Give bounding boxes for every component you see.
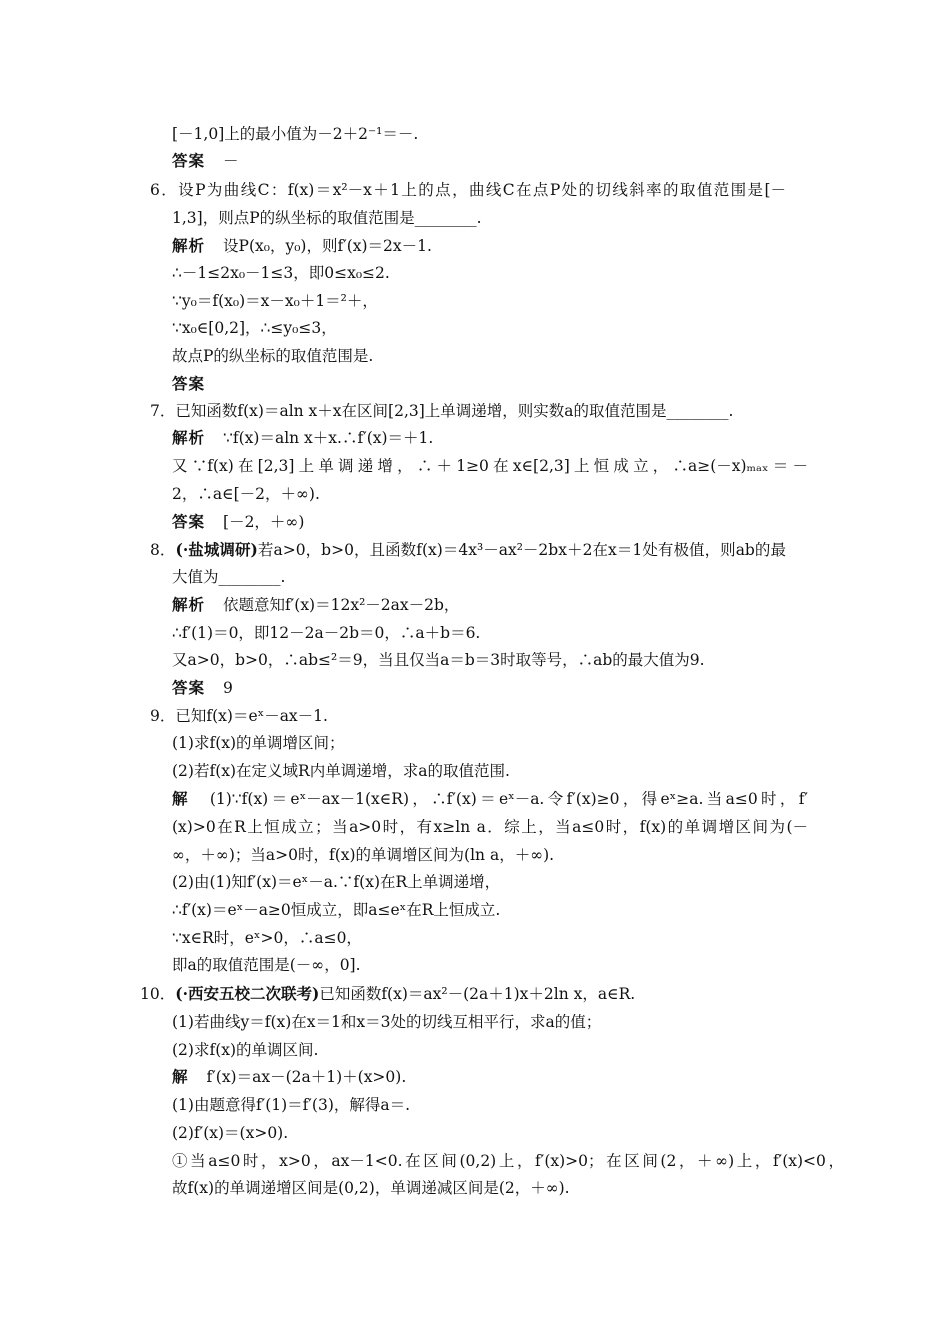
line-text: 已知函数f(x)＝ax²－(2a＋1)x＋2ln x，a∈R. [319, 985, 636, 1003]
line-text: 9 [223, 679, 233, 697]
text-line [172, 1178, 570, 1198]
text-line [172, 124, 418, 144]
line-text: 设P为曲线C：f(x)＝x²－x＋1上的点，曲线C在点P处的切线斜率的取值范围是[－ [178, 181, 786, 199]
question-number: 7． [150, 402, 176, 420]
line-text: ∵f(x)＝aln x＋x.∴f′(x)＝＋1. [223, 429, 434, 447]
line-text: ①当a≤0时，x>0，ax－1<0.在区间(0,2)上，f′(x)>0；在区间(2，＋∞)上，f′(x)<0， [172, 1152, 844, 1170]
text-line [150, 401, 733, 421]
answer-label: 解析 [172, 236, 206, 255]
answer-label: 解析 [172, 428, 206, 447]
text-line [172, 374, 223, 394]
text-line [172, 318, 337, 338]
line-text: 又∵f(x)在[2,3]上单调递增，∴＋1≥0在x∈[2,3]上恒成立，∴a≥(－x)ₘₐₓ＝－ [172, 457, 808, 475]
text-line [172, 567, 285, 587]
text-line [172, 1095, 410, 1115]
question-number: 10． [140, 985, 176, 1003]
line-text: (1)若曲线y＝f(x)在x＝1和x＝3处的切线互相平行，求a的值； [172, 1013, 602, 1031]
text-line [172, 1151, 844, 1171]
text-line [172, 291, 378, 311]
text-line [172, 623, 480, 643]
text-line [172, 1123, 288, 1143]
answer-label: 解 [172, 1067, 189, 1086]
line-text: (2)求f(x)的单调区间. [172, 1041, 319, 1059]
question-source: (·盐城调研) [175, 540, 258, 559]
line-text: 若a>0，b>0，且函数f(x)＝4x³－ax²－2bx＋2在x＝1处有极值，则ab的最 [257, 541, 786, 559]
text-line [172, 845, 554, 865]
question-number: 8． [150, 541, 176, 559]
text-line [150, 180, 786, 200]
line-text: 2，∴a∈[－2，＋∞). [172, 485, 320, 503]
text-line [172, 512, 304, 532]
text-line [172, 263, 390, 283]
line-text: (1)求f(x)的单调增区间； [172, 734, 345, 752]
text-line [172, 595, 459, 615]
answer-label: 答案 [172, 151, 206, 170]
text-line [172, 900, 500, 920]
text-line [172, 346, 373, 366]
text-line [172, 208, 482, 228]
text-line [172, 678, 233, 698]
line-text: 又a>0，b>0，∴ab≤²＝9，当且仅当a＝b＝3时取等号，∴ab的最大值为9. [172, 651, 705, 669]
text-line [172, 1040, 318, 1060]
line-text: ∴－1≤2x₀－1≤3，即0≤x₀≤2. [172, 264, 390, 282]
line-text: 故f(x)的单调递增区间是(0,2)，单调递减区间是(2，＋∞). [172, 1179, 570, 1197]
text-line [150, 540, 786, 560]
line-text: (1)∵f(x)＝eˣ－ax－1(x∈R)，∴f′(x)＝eˣ－a.令f′(x)≥0，得eˣ≥a.当a≤0时，f′ [209, 790, 808, 808]
text-line [172, 761, 510, 781]
line-text: ∴f′(x)＝eˣ－a≥0恒成立，即a≤eˣ在R上恒成立. [172, 901, 501, 919]
answer-label: 解析 [172, 595, 206, 614]
text-line [172, 1067, 406, 1087]
line-text: [－2，＋∞) [223, 513, 305, 531]
line-text: ∴f′(1)＝0，即12－2a－2b＝0，∴a＋b＝6. [172, 624, 481, 642]
line-text: ∞，＋∞)；当a>0时，f(x)的单调增区间为(ln a，＋∞). [172, 846, 555, 864]
line-text: 大值为________. [172, 568, 286, 586]
text-line [172, 817, 808, 837]
answer-label: 答案 [172, 512, 206, 531]
text-line [172, 236, 432, 256]
question-number: 6． [150, 181, 179, 199]
line-text: f′(x)＝ax－(2a＋1)＋(x>0). [206, 1068, 407, 1086]
question-source: (·西安五校二次联考) [175, 984, 320, 1003]
text-line [150, 706, 328, 726]
line-text: 1,3]，则点P的纵坐标的取值范围是________. [172, 209, 482, 227]
line-text: (2)由(1)知f′(x)＝eˣ－a.∵f(x)在R上单调递增， [172, 873, 501, 891]
text-line [172, 733, 345, 753]
line-text: 即a的取值范围是(－∞，0]. [172, 956, 361, 974]
line-text: (2)f′(x)＝(x>0). [172, 1124, 289, 1142]
text-line [172, 456, 808, 476]
text-line [172, 928, 362, 948]
line-text: [－1,0]上的最小值为－2＋2⁻¹＝－. [172, 125, 419, 143]
text-line [172, 789, 808, 809]
line-text: (1)由题意得f′(1)＝f′(3)，解得a＝. [172, 1096, 411, 1114]
line-text: 已知函数f(x)＝aln x＋x在区间[2,3]上单调递增，则实数a的取值范围是________. [175, 402, 734, 420]
answer-label: 答案 [172, 374, 206, 393]
line-text: ∵x₀∈[0,2]，∴≤y₀≤3， [172, 319, 337, 337]
text-line [140, 984, 635, 1004]
line-text: (x)>0在R上恒成立；当a>0时，有x≥ln a．综上，当a≤0时，f(x)的单调增区间为(－ [172, 818, 808, 836]
text-line [172, 1012, 601, 1032]
line-text: 已知f(x)＝eˣ－ax－1. [175, 707, 328, 725]
text-line [172, 650, 705, 670]
line-text: 设P(x₀，y₀)，则f′(x)＝2x－1. [223, 237, 432, 255]
question-number: 9． [150, 707, 176, 725]
line-text: － [223, 152, 239, 170]
line-text: 依题意知f′(x)＝12x²－2ax－2b， [223, 596, 460, 614]
text-line [172, 872, 500, 892]
line-text: ∵y₀＝f(x₀)＝x－x₀＋1＝²＋， [172, 292, 378, 310]
line-text: 故点P的纵坐标的取值范围是. [172, 347, 374, 365]
line-text: ∵x∈R时，eˣ>0，∴a≤0， [172, 929, 362, 947]
text-line [172, 151, 239, 171]
text-line [172, 428, 433, 448]
text-line [172, 955, 361, 975]
line-text: (2)若f(x)在定义域R内单调递增，求a的取值范围. [172, 762, 510, 780]
answer-label: 答案 [172, 678, 206, 697]
text-line [172, 484, 320, 504]
answer-label: 解 [172, 789, 192, 808]
